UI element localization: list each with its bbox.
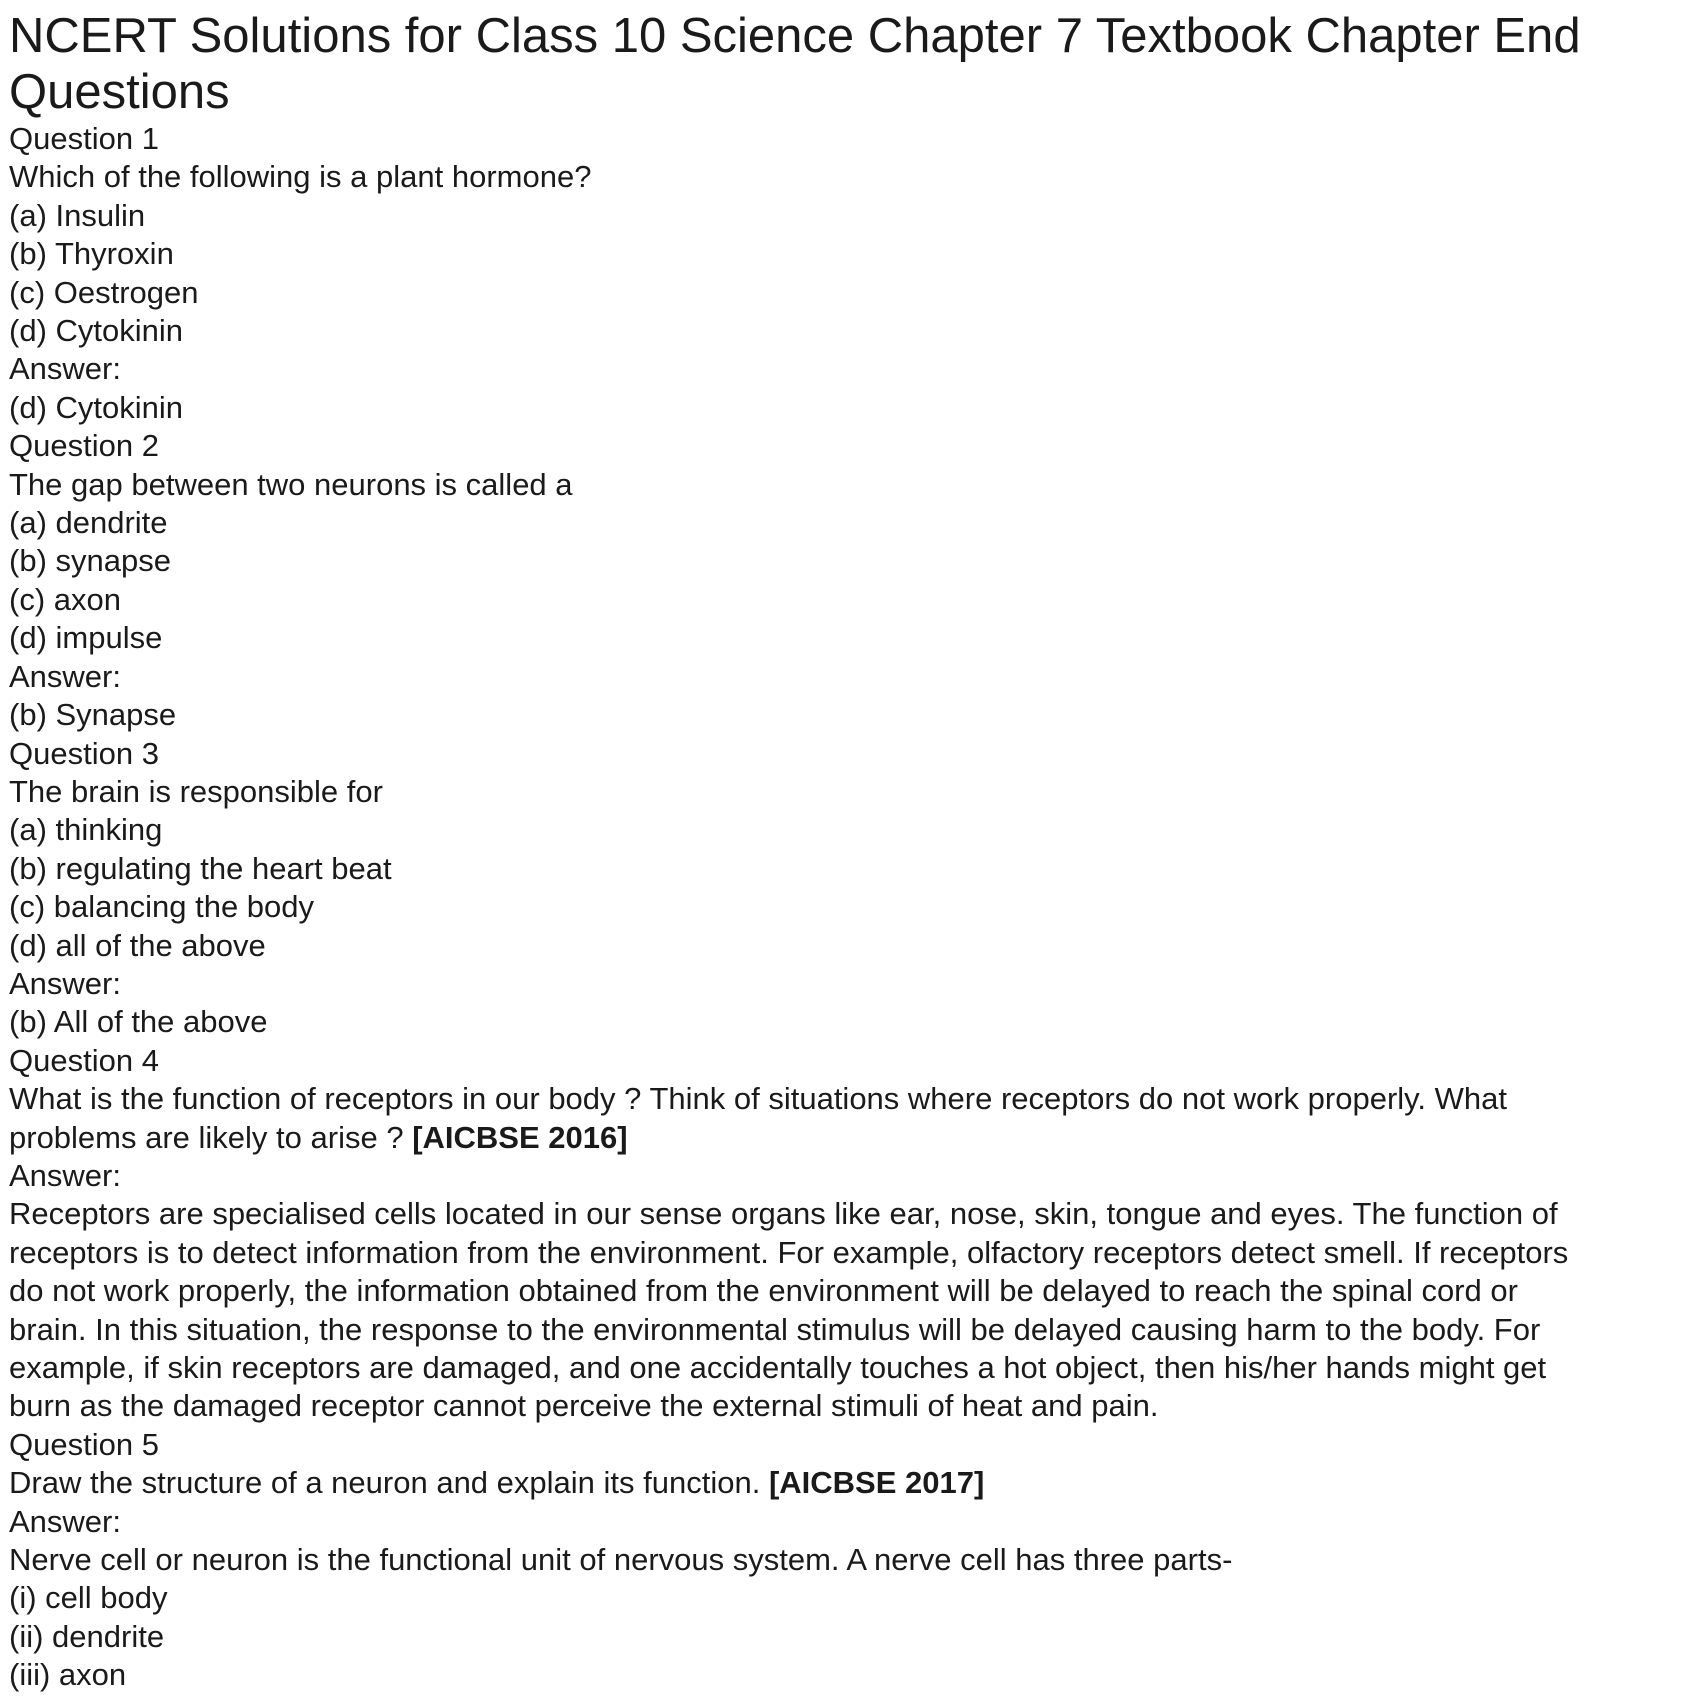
question-label: Question 3 xyxy=(9,735,159,771)
answer-intro: Nerve cell or neuron is the functional unit of nervous system. A nerve cell has three parts- xyxy=(9,1542,1233,1578)
option-d: (d) impulse xyxy=(9,620,163,656)
answer-text: (d) Cytokinin xyxy=(9,389,183,425)
option-a: (a) Insulin xyxy=(9,197,146,233)
option-b: (b) regulating the heart beat xyxy=(9,850,392,886)
question-text-line2 xyxy=(9,1119,1689,1157)
question-text-line1: What is the function of receptors in our body ? Think of situations where receptors do not work properly. What xyxy=(9,1081,1507,1117)
answer-label: Answer: xyxy=(9,658,121,694)
answer-line: do not work properly, the information obtained from the environment will be delayed to reach the spinal cord or xyxy=(9,1273,1518,1309)
answer-label: Answer: xyxy=(9,351,121,387)
option-c: (c) balancing the body xyxy=(9,889,315,925)
neuron-part-axon: (iii) axon xyxy=(9,1657,127,1693)
exam-tag: [AICBSE 2016] xyxy=(412,1119,628,1155)
answer-line: Receptors are specialised cells located in our sense organs like ear, nose, skin, tongue and eyes. The function of xyxy=(9,1196,1558,1232)
neuron-part-cell-body: (i) cell body xyxy=(9,1580,168,1616)
page-title-line1: NCERT Solutions for Class 10 Science Chapter 7 Textbook Chapter End xyxy=(9,9,1581,63)
page-title xyxy=(9,8,1689,120)
question-2 xyxy=(9,427,1689,734)
answer-label: Answer: xyxy=(9,1503,121,1539)
page-title-line2: Questions xyxy=(9,65,230,119)
option-c: (c) Oestrogen xyxy=(9,274,199,310)
question-text: Draw the structure of a neuron and explain its function. xyxy=(9,1465,761,1501)
question-text: The brain is responsible for xyxy=(9,773,383,809)
option-a: (a) thinking xyxy=(9,812,163,848)
question-label: Question 2 xyxy=(9,428,159,464)
answer-label: Answer: xyxy=(9,965,121,1001)
question-3 xyxy=(9,735,1689,1042)
question-4 xyxy=(9,1042,1689,1426)
question-text: The gap between two neurons is called a xyxy=(9,466,573,502)
question-5 xyxy=(9,1426,1689,1695)
question-text: Which of the following is a plant hormone? xyxy=(9,159,592,195)
question-label: Question 1 xyxy=(9,121,159,156)
question-text-line xyxy=(9,1464,1689,1502)
answer-line: burn as the damaged receptor cannot perceive the external stimuli of heat and pain. xyxy=(9,1388,1159,1424)
answer-line: brain. In this situation, the response to the environmental stimulus will be delayed causing harm to the body. For xyxy=(9,1311,1541,1347)
option-b: (b) synapse xyxy=(9,543,171,579)
document-page xyxy=(9,8,1689,1695)
answer-line: example, if skin receptors are damaged, and one accidentally touches a hot object, then his/her hands might get xyxy=(9,1350,1547,1385)
option-d: (d) all of the above xyxy=(9,927,266,963)
exam-tag: [AICBSE 2017] xyxy=(768,1465,985,1501)
question-text: problems are likely to arise ? xyxy=(9,1119,404,1155)
answer-text: (b) Synapse xyxy=(9,697,177,733)
question-1 xyxy=(9,120,1689,427)
option-c: (c) axon xyxy=(9,581,121,617)
answer-text: (b) All of the above xyxy=(9,1004,268,1040)
option-a: (a) dendrite xyxy=(9,505,168,541)
neuron-part-dendrite: (ii) dendrite xyxy=(9,1618,165,1654)
answer-label: Answer: xyxy=(9,1157,121,1193)
question-label: Question 5 xyxy=(9,1426,159,1462)
option-b: (b) Thyroxin xyxy=(9,236,174,272)
question-label: Question 4 xyxy=(9,1042,159,1078)
option-d: (d) Cytokinin xyxy=(9,313,183,349)
answer-line: receptors is to detect information from the environment. For example, olfactory receptors detect smell. If receptors xyxy=(9,1234,1569,1270)
